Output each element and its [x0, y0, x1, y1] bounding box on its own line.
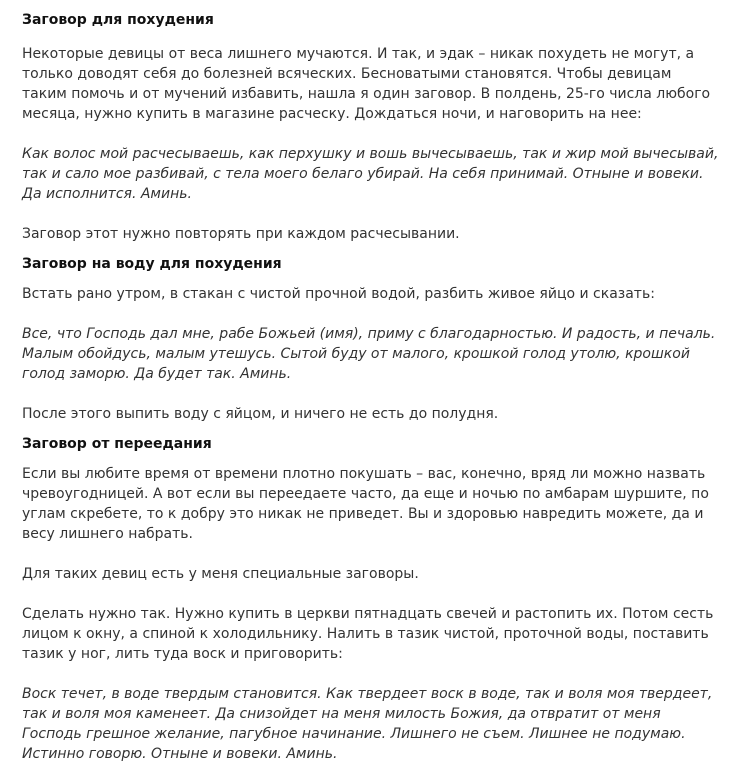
section-title-overeating-spell: Заговор от переедания — [22, 436, 212, 452]
section-title-water-spell: Заговор на воду для похудения — [22, 256, 282, 272]
spell-text-wax: Воск течет, в воде твердым становится. Как твердеет воск в воде, так и воля моя твердеет, так и воля моя каменеет. Да снизойдет на меня милость Божия, да отвратит от меня Господь грешное желание, пагубное начинание. Лишнего не съем. Лишнее не подумаю. Истинно говорю. Отныне и вовеки. Аминь. — [22, 686, 713, 762]
spell-text-water: Все, что Господь дал мне, рабе Божьей (имя), приму с благодарностью. И радость, и печаль. Малым обойдусь, малым утешусь. Сытой буду от малого, крошкой голод утолю, крошкой голод заморю. Да будет так. Аминь. — [22, 326, 716, 382]
paragraph-water-after: После этого выпить воду с яйцом, и ничего не есть до полудня. — [22, 406, 499, 422]
paragraph-candle-instruction: Сделать нужно так. Нужно купить в церкви пятнадцать свечей и растопить их. Потом сесть лицом к окну, а спиной к холодильнику. Налить в тазик чистой, проточной воды, поставить тазик у ног, лить туда воск и приговорить: — [22, 606, 714, 662]
paragraph-intro: Некоторые девицы от веса лишнего мучаются. И так, и эдак – никак похудеть не могут, а только доводят себя до болезней всяческих. Бесноватыми становятся. Чтобы девицам таким помочь и от мучений избавить, нашла я один заговор. В полдень, 25-го числа любого месяца, нужно купить в магазине расческу. Дождаться ночи, и наговорить на нее: — [22, 46, 711, 122]
spell-text-comb: Как волос мой расчесываешь, как перхушку и вошь вычесываешь, так и жир мой вычесывай, так и сало мое разбивай, с тела моего белаго убирай. На себя принимай. Отныне и вовеки. Да исполнится. Аминь. — [22, 146, 719, 202]
paragraph-water-instruction: Встать рано утром, в стакан с чистой прочной водой, разбить живое яйцо и сказать: — [22, 286, 655, 302]
section-title-weight-loss-spell: Заговор для похудения — [22, 12, 214, 28]
paragraph-overeating-intro: Если вы любите время от времени плотно покушать – вас, конечно, вряд ли можно назвать чревоугодницей. А вот если вы переедаете часто, да еще и ночью по амбарам шуршите, по углам скребете, то к добру это никак не приведет. Вы и здоровью навредить можете, да и весу лишнего набрать. — [22, 466, 709, 542]
paragraph-repeat-instruction: Заговор этот нужно повторять при каждом расчесывании. — [22, 226, 460, 242]
paragraph-special-spells: Для таких девиц есть у меня специальные заговоры. — [22, 566, 419, 582]
